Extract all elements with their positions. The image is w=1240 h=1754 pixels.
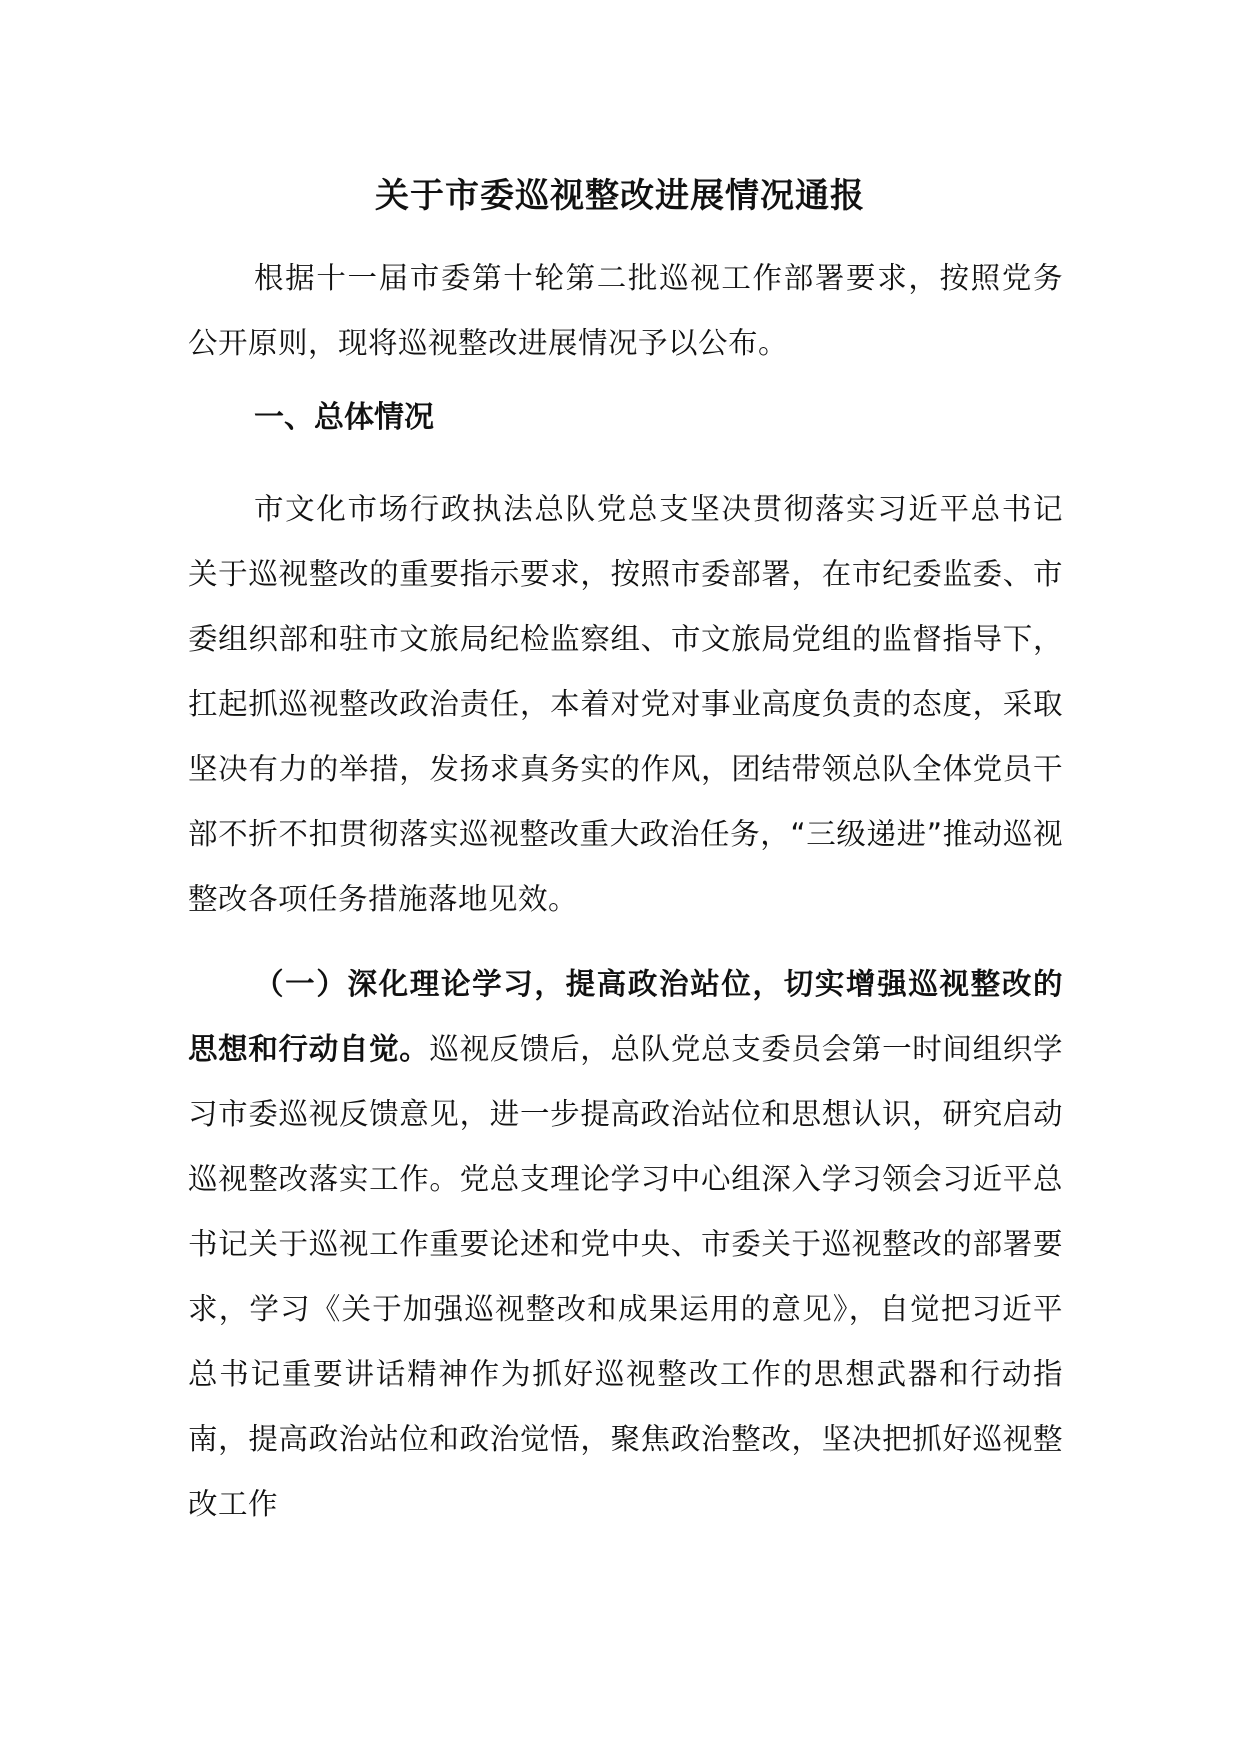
section-heading-overall: 一、总体情况 (254, 400, 434, 435)
overall-paragraph: 市文化市场行政执法总队党总支坚决贯彻落实习近平总书记关于巡视整改的重要指示要求，按照市委部署，在市纪委监委、市委组织部和驻市文旅局纪检监察组、市文旅局党组的监督指导下，扛起抓巡视整改政治责任，本着对党对事业高度负责的态度，采取坚决有力的举措，发扬求真务实的作风，团结带领总队全体党员干部不折不扣贯彻落实巡视整改重大政治任务，“三级递进”推动巡视整改各项任务措施落地见效。 (188, 492, 1063, 916)
intro-paragraph: 根据十一届市委第十轮第二批巡视工作部署要求，按照党务公开原则，现将巡视整改进展情况予以公布。 (188, 261, 1063, 360)
subsection-lead-heading: （一）深化理论学习，提高政治站位，切实增强巡视整改的思想和行动自觉。 (188, 967, 1063, 1066)
subsection-paragraph-theory-study (188, 952, 1063, 1537)
document-title: 关于市委巡视整改进展情况通报 (375, 176, 865, 216)
subsection-body-text: 巡视反馈后，总队党总支委员会第一时间组织学习市委巡视反馈意见，进一步提高政治站位和思想认识，研究启动巡视整改落实工作。党总支理论学习中心组深入学习领会习近平总书记关于巡视工作重要论述和党中央、市委关于巡视整改的部署要求，学习《关于加强巡视整改和成果运用的意见》，自觉把习近平总书记重要讲话精神作为抓好巡视整改工作的思想武器和行动指南，提高政治站位和政治觉悟，聚焦政治整改，坚决把抓好巡视整改工作 (188, 1032, 1063, 1521)
